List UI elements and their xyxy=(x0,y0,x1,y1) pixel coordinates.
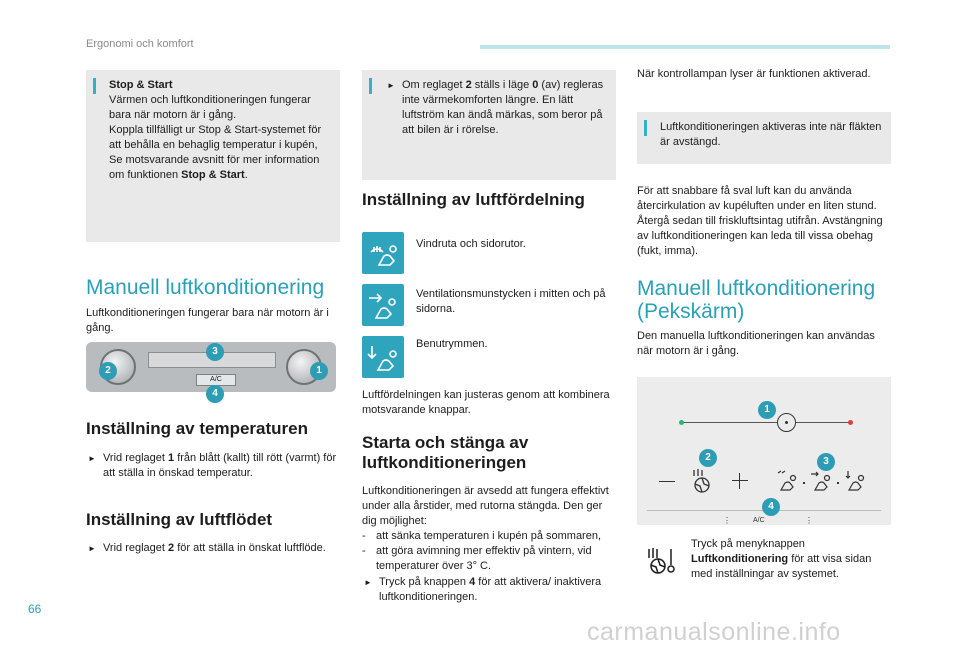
badge-1: 1 xyxy=(758,401,776,419)
start-stop-item: - att göra avimning mer effektiv på vintern, vid temperaturer över 3° C. xyxy=(362,545,592,572)
vents-mode-icon xyxy=(809,470,833,492)
badge-4: 4 xyxy=(762,498,780,516)
infobox-title: Stop & Start xyxy=(109,79,173,91)
badge-1: 1 xyxy=(310,362,328,380)
center-vents-icon xyxy=(362,284,404,326)
infobox-text: Luftkonditioneringen aktiveras inte när fläkten är avstängd. xyxy=(660,121,882,148)
mode-separator xyxy=(803,482,805,484)
touchscreen-illustration xyxy=(637,377,891,525)
heading-touchscreen-ac: Manuell luftkonditionering (Pekskärm) xyxy=(637,277,876,323)
distribution-vents-label: Ventilationsmunstycken i mitten och på sidorna. xyxy=(416,288,606,315)
airflow-step: ► Vrid reglaget 2 för att ställa in önskat luftflöde. xyxy=(86,541,340,556)
fan-off-ac-infobox xyxy=(637,112,891,164)
heading-temperature: Inställning av temperaturen xyxy=(86,419,308,438)
footwell-mode-icon xyxy=(843,470,867,492)
badge-2: 2 xyxy=(99,362,117,380)
cold-dot xyxy=(679,420,684,425)
windscreen-icon xyxy=(362,232,404,274)
badge-3: 3 xyxy=(817,453,835,471)
temperature-slider xyxy=(683,422,849,423)
menu-button-text: Tryck på menyknappen Luftkonditionering för att visa sidan med inställningar av systemet. xyxy=(691,538,872,580)
mode-separator xyxy=(837,482,839,484)
dots-icon: ⋮ xyxy=(805,516,813,525)
touchscreen-text: Den manuella luftkonditioneringen kan användas när motorn är i gång. xyxy=(637,330,875,357)
info-mark-icon xyxy=(93,78,96,94)
windscreen-mode-icon xyxy=(775,470,799,492)
section-header: Ergonomi och komfort xyxy=(86,38,194,50)
badge-4: 4 xyxy=(206,385,224,403)
infobox-line: Koppla tillfälligt ur Stop & Start-systemet för att behålla en behaglig temperatur i kupén, xyxy=(109,124,322,151)
fan-off-infobox xyxy=(362,70,616,180)
heading-distribution: Inställning av luftfördelning xyxy=(362,190,585,209)
control-panel-illustration xyxy=(86,342,336,399)
heading-manual-ac: Manuell luftkonditionering xyxy=(86,276,325,299)
start-stop-step: ► Tryck på knappen 4 för att aktivera/ inaktivera luftkonditioneringen. xyxy=(362,575,616,605)
distribution-footwell-label: Benutrymmen. xyxy=(416,338,488,350)
header-bar xyxy=(480,45,890,49)
badge-3: 3 xyxy=(206,343,224,361)
ac-label: A/C xyxy=(753,517,765,524)
manual-ac-text: Luftkonditioneringen fungerar bara när motorn är i gång. xyxy=(86,307,329,334)
stop-start-infobox xyxy=(86,70,340,242)
info-mark-icon xyxy=(369,78,372,94)
start-stop-intro: Luftkonditioneringen är avsedd att fungera effektivt under alla årstider, med rutorna stängda. Den ger dig möjlighet: xyxy=(362,485,609,527)
distribution-note: Luftfördelningen kan justeras genom att kombinera motsvarande knappar. xyxy=(362,389,610,416)
info-mark-icon xyxy=(644,120,647,136)
start-stop-item: - att sänka temperaturen i kupén på sommaren, xyxy=(362,530,602,542)
watermark: carmanualsonline.info xyxy=(587,618,841,646)
footwell-icon xyxy=(362,336,404,378)
lamp-text: När kontrollampan lyser är funktionen aktiverad. xyxy=(637,68,871,80)
minus-icon xyxy=(659,481,675,482)
heading-airflow: Inställning av luftflödet xyxy=(86,510,273,529)
dots-icon: ⋮ xyxy=(723,516,731,525)
ac-button: A/C xyxy=(196,374,236,386)
temperature-step: ► Vrid reglaget 1 från blått (kallt) till rött (varmt) för att ställa in önskad temperatur. xyxy=(86,451,340,481)
page-number: 66 xyxy=(28,602,42,616)
plus-icon xyxy=(732,473,748,489)
distribution-windscreen-label: Vindruta och sidorutor. xyxy=(416,238,526,250)
recirculation-text: För att snabbare få sval luft kan du använda återcirkulation av kupéluften under en liten stund. Återgå sedan till friskluftsintag utifrån. Avstängning av luftkonditioneringen kan leda till vissa obehag (fukt, imma). xyxy=(637,185,883,257)
heading-start-stop: Starta och stänga av luftkonditioneringen xyxy=(362,433,529,472)
infobox-line: Värmen och luftkonditioneringen fungerar bara när motorn är i gång. xyxy=(109,94,311,121)
air-conditioning-menu-icon xyxy=(644,543,678,577)
hot-dot xyxy=(848,420,853,425)
badge-2: 2 xyxy=(699,449,717,467)
fan-off-text: ► Om reglaget 2 ställs i läge 0 (av) regleras inte värmekomforten längre. En lätt luftström kan ändå märkas, som beror på att bilen är i rörelse. xyxy=(385,78,609,138)
slider-handle xyxy=(777,413,796,432)
fan-icon xyxy=(689,465,715,495)
infobox-line: Se motsvarande avsnitt för mer information om funktionen Stop & Start. xyxy=(109,154,320,181)
